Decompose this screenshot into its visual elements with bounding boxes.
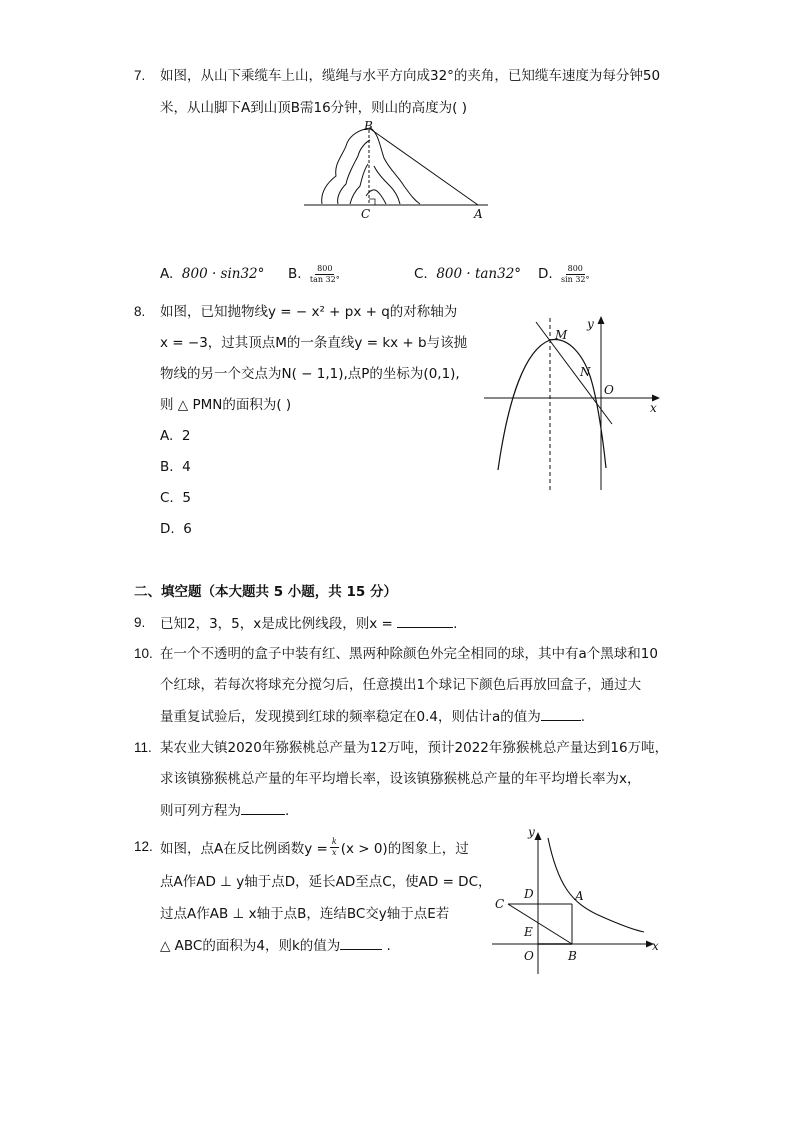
q8-text-line1: 如图，已知抛物线y = − x² + px + q的对称轴为 [160,304,458,320]
label-o: O [604,383,614,397]
q11-text-line3: 则可列方程为 . [160,800,289,821]
label-y: y [587,317,594,331]
q12-text-line4: △ ABC的面积为4，则k的值为 . [160,935,391,956]
label-c: C [361,207,371,221]
parabola-curve [498,340,606,470]
q10-answer-blank[interactable] [541,706,581,721]
q11-answer-blank[interactable] [241,800,285,815]
label-b: B [364,119,373,133]
q10-text-line3: 量重复试验后，发现摸到红球的频率稳定在0.4，则估计a的值为 . [160,706,585,727]
q8-text-line3: 物线的另一个交点为N( − 1,1),点P的坐标为(0,1), [160,366,460,382]
q8-number: 8. [134,304,146,319]
label-a: A [474,207,483,221]
q7-number: 7. [134,68,146,83]
right-angle-mark [369,199,375,205]
option-d-fraction: $\frac{800}{\sin 32^\circ}$ [560,263,590,284]
option-a-expression: 800 · sin32° [181,266,265,282]
q8-text-line2: x = −3，过其顶点M的一条直线y = kx + b与该抛 [160,335,468,351]
q11-text-line1: 某农业大镇2020年猕猴桃总产量为12万吨，预计2022年猕猴桃总产量达到16万吨， [160,740,669,756]
q7-option-c: C. 800 · tan32° [414,266,522,282]
k-over-x-fraction: $\frac{k}{x}$ [331,836,337,857]
section-heading-fill-blank: 二、填空题（本大题共 5 小题，共 15 分） [134,584,397,600]
label-a: A [575,889,584,903]
q8-option-d: D. 6 [160,521,192,537]
q8-option-c: C. 5 [160,490,191,506]
q12-text-line2: 点A作AD ⊥ y轴于点D，延长AD至点C，使AD = DC， [160,874,492,890]
label-m: M [555,328,568,342]
segment-cb [508,904,572,944]
q8-text-line4: 则 △ PMN的面积为( ) [160,397,292,413]
q7-option-b: B. $\frac{800}{\tan 32^\circ}$ [288,263,340,284]
q12-number: 12. [134,839,153,854]
q9-answer-blank[interactable] [397,613,453,628]
option-c-expression: 800 · tan32° [436,266,522,282]
q7-text-line1: 如图，从山下乘缆车上山，缆绳与水平方向成32°的夹角，已知缆车速度为每分钟50 [160,68,661,84]
q7-mountain-figure [300,118,500,224]
q11-number: 11. [134,740,152,755]
q8-option-a: A. 2 [160,428,191,444]
label-o: O [524,949,534,963]
label-y: y [528,826,535,839]
q12-text-line1: 如图，点A在反比例函数y = $\frac{k}{x}$ (x > 0)的图象上，过 [160,836,469,857]
q7-option-a: A. 800 · sin32° [160,266,265,282]
q11-text-line2: 求该镇猕猴桃总产量的年平均增长率，设该镇猕猴桃总产量的年平均增长率为x， [160,771,641,787]
q12-hyperbola-figure [488,826,668,976]
q7-option-d: D. $\frac{800}{\sin 32^\circ}$ [538,263,590,284]
y-axis-arrow [535,832,542,840]
label-b: B [568,949,577,963]
q9-number: 9. [134,615,146,630]
q7-text-line2: 米，从山脚下A到山顶B需16分钟，则山的高度为( ) [160,100,467,116]
q10-text-line1: 在一个不透明的盒子中装有红、黑两种除颜色外完全相同的球，其中有a个黑球和10 [160,646,658,662]
hyperbola-curve [548,838,644,932]
q8-option-b: B. 4 [160,459,191,475]
mountain-outline [322,128,420,204]
q10-number: 10. [134,646,153,661]
cable-line-ab [369,128,478,205]
label-x: x [652,939,659,953]
q8-parabola-figure [480,308,670,494]
q10-text-line2: 个红球，若每次将球充分搅匀后，任意摸出1个球记下颜色后再放回盒子，通过大 [160,677,642,693]
q9-text: 已知2，3，5，x是成比例线段，则x = . [160,613,457,634]
label-n: N [580,365,591,379]
label-d: D [524,887,534,901]
y-axis-arrow [598,316,605,324]
q12-answer-blank[interactable] [340,935,382,950]
label-c: C [495,897,505,911]
q12-text-line3: 过点A作AB ⊥ x轴于点B，连结BC交y轴于点E若 [160,906,450,922]
label-x: x [650,401,657,415]
option-b-fraction: $\frac{800}{\tan 32^\circ}$ [309,263,340,284]
label-e: E [524,925,533,939]
